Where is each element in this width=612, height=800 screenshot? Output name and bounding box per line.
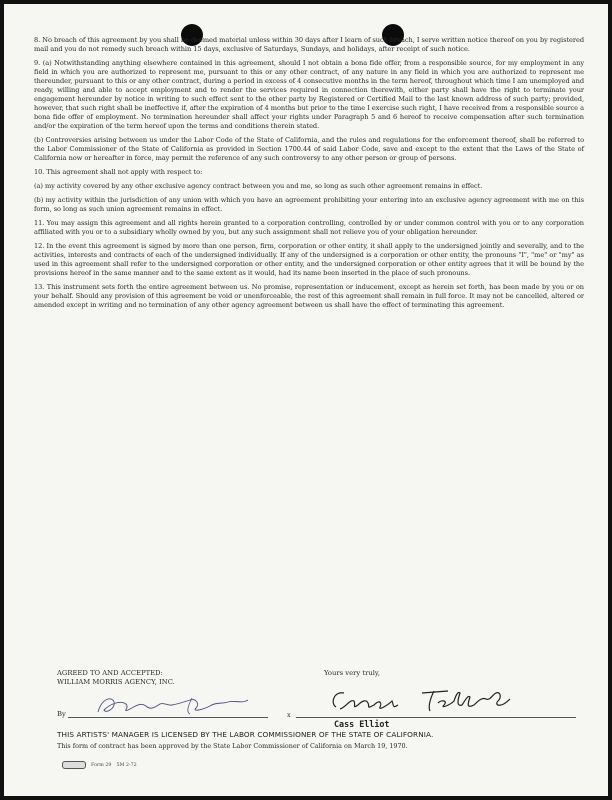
print-code: 5M 2-72 (116, 762, 137, 768)
contract-clauses (34, 36, 584, 315)
agreed-label: AGREED TO AND ACCEPTED: (57, 669, 163, 677)
clause-9b: (b) Controversies arising between us under the Labor Code of the State of California, and the rules and regulations for the enforcement thereof, shall be referred to the Labor Commissioner of the State of California as provided in Section 1700.44 of said Labor Code, save and except to the extent that the Laws of the State of California now or hereafter in force, may permit the reference of any such controversy to any other person or group of persons. (34, 136, 584, 162)
union-bug-icon (62, 761, 86, 769)
x-mark: x (287, 711, 291, 719)
footer-codes (62, 761, 137, 769)
clause-9a: 9. (a) Notwithstanding anything elsewhere contained in this agreement, should I not obtain a bona fide offer, from a responsible source, for my employment in any field in which you are authorized to represent me, pursuant to this or any other contract, of any nature in any field in which you are authorized to represent me thereunder, pursuant to this or any other contract, during a period in excess of 4 consecutive months in the term hereof, throughout which time I am unemployed and ready, willing and able to accept employment and to render the services required in connection therewith, either party shall have the right to terminate your engagement hereunder by notice in writing to such effect sent to the other party by Registered or Certified Mail to the last known address of such party; provided, however, that such right shall be ineffective if, after the expiration of 4 months but prior to the time I exercise such right, I have received from a responsible source a bona fide offer of employment. No termination hereunder shall affect your rights under Paragraph 5 and 6 hereof to receive compensation after such termination and/or the expiration of the term hereof upon the terms and conditions therein stated. (34, 59, 584, 130)
form-code: Form 29 (91, 762, 112, 768)
artist-signature (326, 685, 526, 719)
clause-10: 10. This agreement shall not apply with respect to: (34, 168, 203, 176)
license-notice: THIS ARTISTS' MANAGER IS LICENSED BY THE LABOR COMMISSIONER OF THE STATE OF CALIFORNIA. (57, 730, 434, 739)
clause-11: 11. You may assign this agreement and all rights herein granted to a corporation controlling, controlled by or under common control with you or to any corporation affiliated with you or to a subsidiary wholly owned by you, but any such assignment shall not relieve you of your obligation hereunder. (34, 219, 584, 236)
clause-8: 8. No breach of this agreement by you shall be deemed material unless within 30 days after I learn of such breach, I serve written notice thereof on you by registered mail and you do not remedy such breach within 15 days, exclusive of Saturdays, Sundays, and holidays, after receipt of such notice. (34, 36, 584, 53)
agency-acceptance-block (57, 669, 175, 687)
clause-12: 12. In the event this agreement is signed by more than one person, firm, corporation or other entity, it shall apply to the undersigned jointly and severally, and to the activities, interests and contracts of each of the undersigned individually. If any of the undersigned is a corporation or other entity, the pronouns "I", "me" or "my" as used in this agreement shall refer to the undersigned corporation or other entity, and the undersigned corporation or other entity agrees that it will be bound by the provisions hereof in the same manner and to the same extent as it would, had its name been inserted in the place of such pronouns. (34, 242, 584, 277)
approval-notice: This form of contract has been approved by the State Labor Commissioner of California on March 19, 1970. (57, 742, 408, 750)
clause-13: 13. This instrument sets forth the entire agreement between us. No promise, representation or inducement, except as herein set forth, has been made by you or on your behalf. Should any provision of this agreement be void or unenforceable, the rest of this agreement shall remain in full force. It may not be cancelled, altered or amended except in writing and no termination of any other agency agreement between us shall have the effect of terminating this agreement. (34, 283, 584, 309)
agency-signature (92, 692, 262, 720)
agency-name: WILLIAM MORRIS AGENCY, INC. (57, 678, 175, 686)
yours-truly: Yours very truly, (324, 669, 381, 677)
clause-10a: (a) my activity covered by any other exclusive agency contract between you and me, so long as such other agreement remains in effect. (34, 182, 483, 190)
clause-10b: (b) my activity within the jurisdiction of any union with which you have an agreement prohibiting your entering into an exclusive agency agreement with me on this form, so long as such union agreement remains in effect. (34, 196, 584, 213)
by-label: By (57, 710, 66, 718)
artist-typed-name: Cass Elliot (334, 719, 390, 729)
